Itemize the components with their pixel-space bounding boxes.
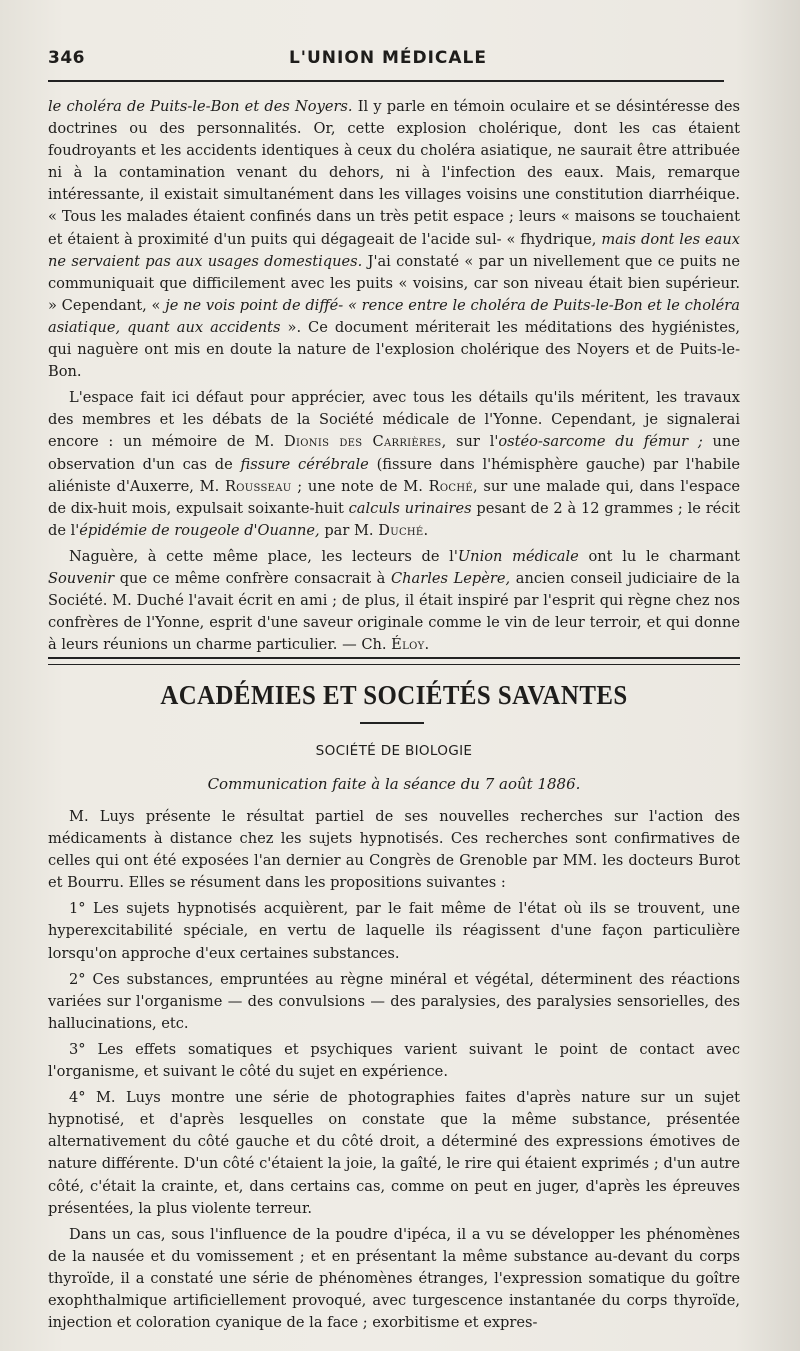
italic-text: je ne vois point de diffé- « rence entre le choléra de Puits-le-Bon et le choléra asiatique, quant aux accidents — [48, 296, 740, 336]
text-run: que ce même confrère consacrait à — [114, 569, 391, 587]
text-run: une observation d'un cas de — [48, 433, 740, 473]
page-number: 346 — [48, 48, 85, 68]
report-paragraph: 3° Les effets somatiques et psychiques varient suivant le point de contact avec l'organisme, et suivant le côté du sujet en expérience. — [48, 1040, 740, 1081]
article-column — [48, 96, 740, 656]
text-run: pesant de 2 à 12 grammes ; le récit de l' — [48, 499, 741, 539]
text-run: Il y parle en témoin oculaire et se désintéresse des doctrines ou des personnalités. Or, cette explosion cholérique, dont les cas étaient foudroyants et les accidents identiques à ceux du choléra asiatique, ne saurait être attribuée ni à la contamination venant du dehors, ni à l'infection des eaux. Mais, remarque intéressante, il existait simultanément dans les villages voisins une constitution diarrhéique. « Tous les malades étaient confinés dans un très petit espace ; leurs « maisons se touchaient et étaient à proximité d'un puits qui dégageait de l'acide sul- « fhydrique, — [48, 98, 741, 248]
page-header — [48, 46, 728, 72]
report-paragraph: Dans un cas, sous l'influence de la poudre d'ipéca, il a vu se développer les phénomènes de la nausée et du vomissement ; et en présentant la même substance au-devant du corps thyroïde, il a constaté une série de phénomènes étranges, l'expression somatique du goître exophthalmique artificiellement provoqué, avec turgescence instantanée du corps thyroïde, injection et coloration cyanique de la face ; exorbitisme et expres- — [48, 1225, 740, 1332]
text-run: , sur l' — [441, 433, 499, 451]
italic-text: fissure cérébrale — [240, 455, 369, 473]
text-run: L'espace fait ici défaut pour apprécier, avec tous les détails qu'ils méritent, les travaux des membres et les débats de la Société médicale de l'Yonne. Cependant, je signalerai encore : un mémoire de M. — [48, 389, 740, 451]
italic-text: Union médicale — [457, 547, 579, 565]
author-name: Duché — [378, 521, 424, 539]
report-column — [48, 806, 740, 1334]
text-run: (fissure dans l'hémisphère gauche) par l'habile aliéniste d'Auxerre, M. — [48, 455, 741, 495]
title-underline — [360, 722, 424, 724]
article-paragraph — [48, 546, 740, 656]
header-rule — [48, 80, 724, 82]
report-paragraph: 1° Les sujets hypnotisés acquièrent, par le fait même de l'état où ils se trouvent, une hyperexcitabilité spéciale, en vertu de laquelle ils réagissent d'une façon particulière lorsqu'on approche d'eux certaines substances. — [48, 900, 740, 962]
author-name: Rousseau — [224, 477, 292, 495]
text-run: , sur une malade qui, dans l'espace de dix-huit mois, expulsait soixante-huit — [48, 477, 741, 517]
author-name: Éloy — [391, 636, 425, 654]
report-paragraph: 4° M. Luys montre une série de photographies faites d'après nature sur un sujet hypnotisé, et d'après lesquelles on constate que la même substance, présentée alternativement du côté gauche et du côté droit, a déterminé des expressions émotives de nature différente. D'un côté c'étaient la joie, la gaîté, le rire qui étaient exprimés ; d'un autre côté, c'était la crainte, et, dans certains cas, comme on peut en juger, d'après les épreuves présentées, la plus violente terreur. — [48, 1089, 740, 1217]
article-paragraph — [48, 387, 740, 542]
society-heading: SOCIÉTÉ DE BIOLOGIE — [315, 743, 473, 759]
italic-text: le choléra de Puits-le-Bon et des Noyers. — [48, 98, 353, 115]
text-run: J'ai constaté « par un nivellement que ce puits ne communiquait que difficilement avec les puits « voisins, car son niveau était bien supérieur. » Cependant, « — [48, 252, 740, 314]
section-title: ACADÉMIES ET SOCIÉTÉS SAVANTES — [160, 680, 628, 710]
italic-text: Souvenir — [48, 569, 115, 587]
author-name: Roché — [428, 477, 473, 495]
italic-text: ostéo-sarcome du fémur ; — [498, 433, 703, 451]
report-paragraph: 2° Ces substances, empruntées au règne minéral et végétal, déterminent des réactions variées sur l'organisme — des convulsions — des paralysies, des paralysies sensorielles, des hallucinations, etc. — [48, 970, 740, 1032]
session-subheading: Communication faite à la séance du 7 août 1886. — [207, 775, 581, 793]
section-divider — [48, 657, 740, 665]
article-paragraph — [48, 96, 740, 383]
italic-text: épidémie de rougeole d'Ouanne, — [79, 521, 320, 539]
text-run: ». Ce document mériterait les méditations des hygiénistes, qui naguère ont mis en doute la nature de l'explosion cholérique des Noyers et de Puits-le-Bon. — [48, 318, 740, 381]
author-name: Dionis des Carrières — [284, 433, 442, 451]
text-run: . — [424, 636, 430, 654]
text-run: ; une note de M. — [291, 477, 429, 495]
text-run: par M. — [319, 521, 379, 539]
text-run: Naguère, à cette même place, les lecteurs de l' — [69, 547, 458, 565]
report-paragraph: M. Luys présente le résultat partiel de ses nouvelles recherches sur l'action des médicaments à distance chez les sujets hypnotisés. Ces recherches sont confirmatives de celles qui ont été exposées l'an dernier au Congrès de Grenoble par MM. les docteurs Burot et Bourru. Elles se résument dans les propositions suivantes : — [48, 808, 740, 892]
running-title: L'UNION MÉDICALE — [288, 48, 488, 68]
italic-text: mais dont les eaux ne servaient pas aux usages domestiques. — [48, 230, 740, 270]
text-run: ont lu le charmant — [578, 547, 740, 565]
text-run: ancien conseil judiciaire de la Société. M. Duché l'avait écrit en ami ; de plus, il était inspiré par l'esprit qui règne chez nos confrères de l'Yonne, esprit d'une saveur originale comme le vin de leur terroir, et qui donne à leurs réunions un charme particulier. — Ch. — [48, 569, 741, 654]
italic-text: calculs urinaires — [348, 499, 472, 517]
text-run: . — [423, 521, 429, 539]
italic-text: Charles Lepère, — [390, 569, 511, 587]
